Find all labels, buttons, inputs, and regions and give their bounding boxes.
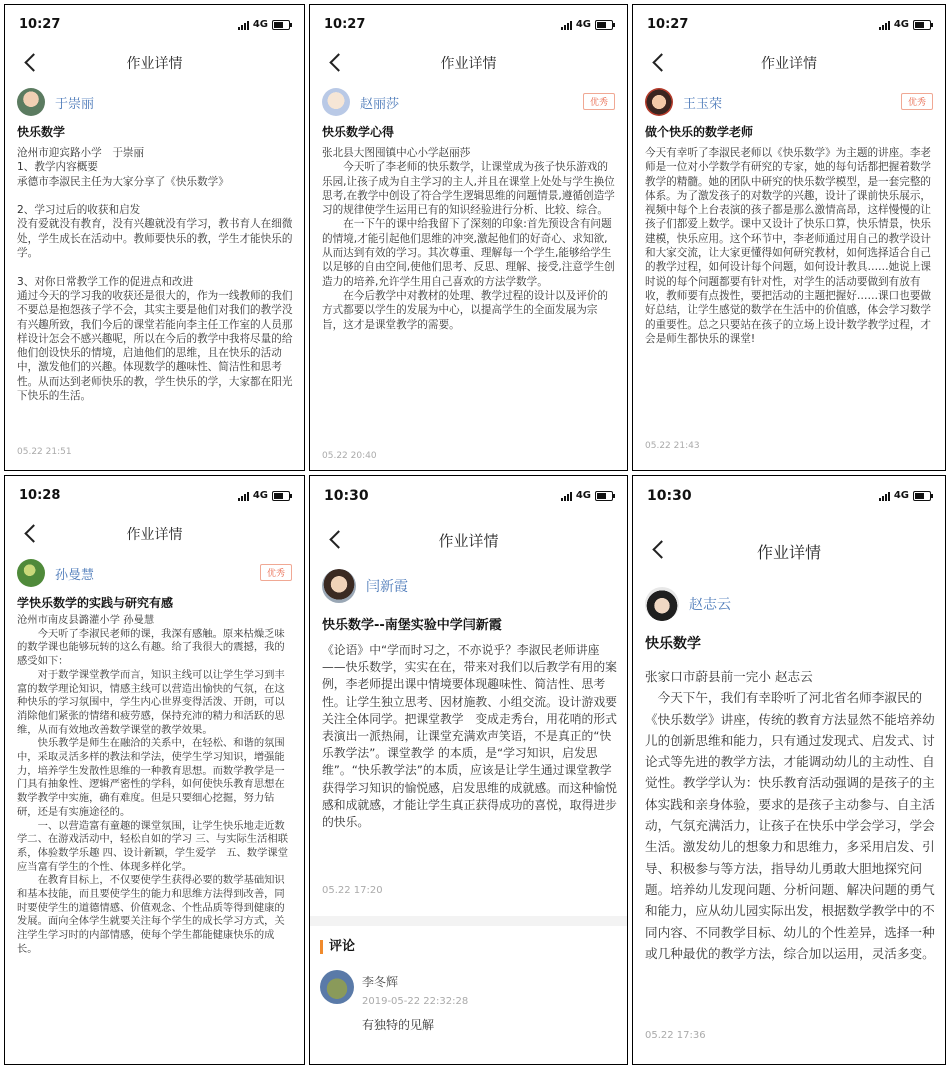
- nav-title: 作业详情: [126, 527, 183, 543]
- nav-bar: [633, 532, 945, 568]
- signal-icon: [561, 20, 572, 30]
- post-title: 快乐数学--南堡实验中学闫新霞: [322, 618, 502, 633]
- nav-title: 作业详情: [438, 532, 499, 550]
- screenshot-panel-4: [4, 475, 305, 1065]
- commenter-avatar[interactable]: [320, 970, 354, 1004]
- post-body: 《论语》中“学而时习之，不亦说乎？李淑民老师讲座——快乐数学，实实在在，带来对我们以后教学有用的案例，李老师提出课中情境要体现趣味性、简洁性、思考性。让学生独立思考、因材施教、小组交流。设计游戏要关注全体同学。把课堂教学 变成走秀台，用花哨的形式表演出一派热闹，让课堂充满欢声笑语，不是真正的“快乐教学法”。课堂教学 的本质，是“学习知识，启发思维”。“快乐教学法”的本质，应该是让学生通过课堂教学获得学习知识的愉悦感，启发思维的成就感。而这种愉悦感和成就感，才能让学生真正获得成功的喜悦，取得进步的快乐。: [322, 643, 617, 830]
- author-row: [17, 558, 292, 588]
- author-row: [17, 87, 292, 117]
- status-time: 10:30: [647, 488, 692, 504]
- network-label: 4G: [893, 490, 909, 501]
- post-body: 沧州市迎宾路小学 于崇丽 1、教学内容概要 承德市李淑民主任为大家分享了《快乐数学》 2、学习过后的收获和启发 没有爱就没有教育，没有兴趣就没有学习，教书育人在细微处，学生成长在活动中。教师要快乐的教，学生才能快乐的学。 3、对你日常教学工作的促进点和改进 通过今天的学习我的收获还是很大的，作为一线教师的我们不要总是抱怨孩子学不会，其实主要是他们对我们的教学没有兴趣所致，我们今后的课堂若能向李主任工作室的人员那样设计怎会不感兴趣呢，所以在今后的教学中我将尽量的给他们创设快乐的情境，启迪他们的思维，且在快乐的活动中，激发他们的兴趣。体现数学的趣味性、简洁性和思考性。从而达到老师快乐的教，学生快乐的学，大家都在阳光下快乐的生活。: [17, 147, 293, 403]
- signal-icon: [238, 20, 249, 30]
- network-label: 4G: [575, 490, 591, 501]
- status-bar: [5, 476, 304, 516]
- battery-icon: [595, 20, 613, 30]
- signal-icon: [238, 491, 249, 501]
- author-name[interactable]: 赵丽莎: [360, 96, 400, 112]
- network-label: 4G: [893, 19, 909, 30]
- commenter-name[interactable]: 李冬辉: [362, 975, 399, 989]
- nav-bar: [5, 516, 304, 552]
- author-name[interactable]: 于崇丽: [55, 96, 95, 112]
- battery-icon: [272, 491, 290, 501]
- excellent-badge: 优秀: [260, 564, 292, 581]
- nav-title: 作业详情: [440, 56, 497, 72]
- post-time: 05.22 21:51: [17, 447, 72, 457]
- status-bar: [5, 5, 304, 45]
- post-title: 快乐数学: [645, 636, 701, 652]
- signal-area: [238, 490, 290, 501]
- network-label: 4G: [252, 490, 268, 501]
- signal-area: [561, 490, 613, 501]
- status-bar: [633, 476, 945, 516]
- status-time: 10:30: [324, 488, 369, 504]
- nav-bar: [5, 45, 304, 81]
- post-time: 05.22 17:20: [322, 885, 383, 896]
- status-bar: [633, 5, 945, 45]
- avatar[interactable]: [645, 587, 679, 621]
- status-time: 10:27: [324, 17, 366, 32]
- battery-icon: [595, 491, 613, 501]
- avatar[interactable]: [17, 559, 45, 587]
- signal-icon: [879, 491, 890, 501]
- status-time: 10:27: [647, 17, 689, 32]
- author-name[interactable]: 闫新霞: [366, 579, 408, 595]
- signal-area: [561, 19, 613, 30]
- avatar[interactable]: [322, 88, 350, 116]
- post-title: 做个快乐的数学老师: [645, 125, 754, 139]
- author-row: [322, 568, 615, 604]
- post-body: 张家口市蔚县前一完小 赵志云 今天下午，我们有幸聆听了河北省名师李淑民的《快乐数学》讲座，传统的教育方法显然不能培养幼儿的创新思维和能力，只有通过发现式、启发式、讨论式等先进的教学方法，才能调动幼儿的主动性、自觉性。教学学认为：快乐教育活动强调的是孩子的主体实践和亲身体验，要求的是孩子主动参与、自主活动，气氛充满活力，让孩子在快乐中学会学习，学会生活。激发幼儿的想象力和思维力，多采用启发、引导、积极参与等方法，指导幼儿勇敢大胆地探究问题。培养幼儿发现问题、分析问题、解决问题的勇气和能力，应从幼儿园实际出发，根据数学教学中的不同内容、不同教学目标、幼儿的个性差异，选择一种或几种最优的教学方法，综合加以运用，灵活多变。: [645, 669, 935, 961]
- author-row: [322, 87, 615, 117]
- post-body: 张北县大图囤镇中心小学赵丽莎 今天听了李老师的快乐数学，让课堂成为孩子快乐游戏的乐园,让孩子成为自主学习的主人,并且在课堂上处处与学生换位思考,在教学中创设了符合学生逻辑思维的问题情景,遵循创造学习的规律使学生运用已有的知识经验进行分析、比较、综合。 在一下午的课中给我留下了深刻的印象:首先预设含有问题的情境,才能引起他们思维的冲突,激起他们的好奇心、求知欲,从而达到有效的学习。其次尊重、理解每一个学生,能够给学生以足够的自由空间,使他们思考、反思、理解、接受,注意学生创造力的培养,允许学生用自己喜欢的方法学数学。 在今后教学中对教材的处理、教学过程的设计以及评价的方式都要以学生的发展为中心，以提高学生的全面发展为宗旨，这才是课堂教学的需要。: [322, 147, 615, 331]
- network-label: 4G: [252, 19, 268, 30]
- signal-area: [879, 490, 931, 501]
- signal-area: [238, 19, 290, 30]
- screenshot-panel-6: [632, 475, 946, 1065]
- excellent-badge: 优秀: [583, 93, 615, 110]
- nav-bar: [310, 522, 627, 558]
- post-time: 05.22 20:40: [322, 451, 377, 461]
- nav-bar: [310, 45, 627, 81]
- post-body: 沧州市南皮县潞灌小学 孙曼慧 今天听了李淑民老师的课，我深有感触。原来枯燥乏味的数学课也能够玩转的这么有趣。给了我很大的震撼，我的感受如下： 对于数学课堂教学而言，知识主线可以让学生学习到丰富的数学理论知识，情感主线可以营造出愉快的气氛，在这种快乐的学习氛围中，学生内心世界变得活泼、开朗，可以消除他们紧张的情绪和疲劳感，保持充沛的精力和活跃的思维，从而有效地改善数学课堂的教学效果。 快乐教学是师生在融洽的关系中，在轻松、和谐的氛围中，采取灵活多样的教法和学法，使学生学习知识，增强能力，培养学生发散性思维的一种教育思想。而数学教学是一门具有抽象性、逻辑严密性的学科，如何使快乐教育思想在数学教学中实施，确有难度。但是只要细心挖掘，努力钻研，还是有实施途径的。 一、以营造富有童趣的课堂氛围，让学生快乐地走近数学二、在游戏活动中，轻松自如的学习 三、与实际生活相联系，体验数学乐趣 四、设计新颖，学生爱学 五、数学课堂应当富有学生的个性、体现多样化学。 在教育目标上，不仅要使学生获得必要的数学基础知识和基本技能，而且要使学生的能力和思维方法得到改善，同时要使学生的道德情感、价值观念、个性品质等得到健康的发展。面向全体学生就要关注每个学生的成长学习方式，关注学生学习时的内部情感，使每个学生都能健康快乐的成长。: [17, 614, 288, 955]
- battery-icon: [913, 20, 931, 30]
- author-row: [645, 87, 933, 117]
- comment-date: 2019-05-22 22:32:28: [362, 996, 469, 1007]
- status-time: 10:28: [19, 488, 61, 503]
- status-time: 10:27: [19, 17, 61, 32]
- author-row: [645, 584, 933, 624]
- avatar[interactable]: [322, 569, 356, 603]
- author-name[interactable]: 王玉荣: [683, 96, 723, 112]
- network-label: 4G: [575, 19, 591, 30]
- signal-icon: [561, 491, 572, 501]
- nav-title: 作业详情: [761, 56, 817, 72]
- signal-area: [879, 19, 931, 30]
- nav-bar: [633, 45, 945, 81]
- screenshot-panel-3: [632, 4, 946, 471]
- post-title: 学快乐数学的实践与研究有感: [17, 596, 174, 610]
- post-time: 05.22 17:36: [645, 1030, 706, 1041]
- nav-title: 作业详情: [126, 56, 183, 72]
- screenshot-panel-5: [309, 475, 628, 1065]
- post-body: 今天有幸听了李淑民老师以《快乐数学》为主题的讲座。李老师是一位对小学数学有研究的专家，她的每句话都把握着数学教学的精髓。她的团队中研究的快乐数学模型，是一套完整的体系。为了激发孩子的对数学的兴趣，设计了课前快乐展示，视频中每个上台表演的孩子都是那么激情高昂，这样慢慢的让孩子们都爱上数学。课中又设计了快乐口算，快乐情景，快乐建模，快乐应用。这个环节中，李老师通过用自己的教学设计和大家交流，让大家更懂得如何研究教材，如何选择适合自己的教学过程，如何设计每个问题，如何设计教具……她说上课时说的每个问题都要有针对性，对学生的活动要做到有放有收，教师要有点拨性，要把活动的主题把握好……课口也要做好总结，让学生感觉的数学在生活中的价值感，体会学习数学的重要性。总之只要站在孩子的立场上设计数学教学过程，才会是师生都快乐的课堂!: [645, 147, 932, 345]
- section-divider: [310, 916, 627, 926]
- nav-title: 作业详情: [756, 543, 821, 562]
- comments-title: 评论: [320, 940, 355, 954]
- post-time: 05.22 21:43: [645, 441, 700, 451]
- comment-text: 有独特的见解: [362, 1018, 435, 1032]
- battery-icon: [272, 20, 290, 30]
- author-name[interactable]: 赵志云: [689, 597, 731, 613]
- post-title: 快乐数学: [17, 125, 66, 139]
- screenshot-panel-2: [309, 4, 628, 471]
- status-bar: [310, 476, 627, 516]
- post-title: 快乐数学心得: [322, 125, 395, 139]
- status-bar: [310, 5, 627, 45]
- screenshot-panel-1: [4, 4, 305, 471]
- avatar[interactable]: [645, 88, 673, 116]
- signal-icon: [879, 20, 890, 30]
- battery-icon: [913, 491, 931, 501]
- author-name[interactable]: 孙曼慧: [55, 567, 95, 583]
- avatar[interactable]: [17, 88, 45, 116]
- excellent-badge: 优秀: [901, 93, 933, 110]
